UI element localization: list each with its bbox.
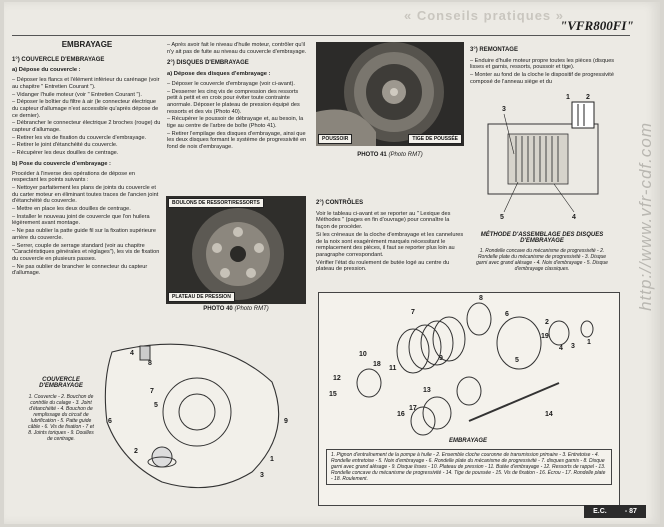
callout-1: 1 [587,339,591,346]
caption-label: PHOTO 41 [357,152,387,158]
heading-depose-disques: a) Dépose des disques d'embrayage : [167,71,271,78]
pressure-plate-photo-image [166,196,306,304]
paragraph: – Récupérer les deux douilles de centrage. [12,150,119,157]
paragraph: – Retirer les vis de fixation du couvercle d'embrayage. [12,134,147,141]
heading-disques: 2°) DISQUES D'EMBRAYAGE [167,60,249,67]
caption-photo-41 [316,152,464,158]
paragraph: – Enduire d'huile moteur propre toutes les pièces (disques lisses et garnis, ressorts, poussoir et tige). [470,57,615,71]
paragraph: Procéder à l'inverse des opérations de dépose en respectant les points suivants : [12,170,135,184]
paragraph: – Mettre en place les deux douilles de centrage. [12,206,131,213]
heading-controles: 2°) CONTRÔLES [316,200,364,206]
couvercle-title: COUVERCLE D'EMBRAYAGE [39,377,83,389]
paragraph: – Desserrer les cinq vis de compression des ressorts petit à petit et en croix pour éviter toute contrainte anormale. Déposer le plateau de pression équipé des ressorts et des vis (Photo 40). [167,88,300,115]
callout-8: 8 [148,360,152,367]
callout-3: 3 [571,343,575,350]
callout-12: 12 [333,375,341,382]
callout-4: 4 [559,345,563,352]
column-left [12,42,162,278]
callout-7: 7 [150,388,154,395]
header-rule [12,35,630,36]
callout-2: 2 [586,94,590,101]
paragraph: – Retirer le joint d'étanchéité du couvercle. [12,142,118,149]
label-plateau-pression: PLATEAU DE PRESSION [168,292,235,302]
callout-13: 13 [423,387,431,394]
footer-page-number: - 87 [624,508,637,515]
callout-5: 5 [154,402,158,409]
photo-41 [316,42,464,146]
paragraph: – Ne pas oublier la patte guide fil sur la fixation supérieure arrière du couvercle. [12,228,156,241]
paragraph: – Débrancher le connecteur électrique 2 broches (rouge) du capteur d'allumage. [12,120,161,134]
footer-section: E.C. [593,508,607,515]
page-footer [584,505,646,518]
watermark-url: http://www.vfr-cdf.com [636,122,655,311]
column-middle [167,42,307,152]
callout-14: 14 [545,411,553,418]
heading-couvercle: 1°) COUVERCLE D'EMBRAYAGE [12,56,105,63]
document-page [4,2,660,524]
methode-assemblage-diagram [474,94,610,232]
paragraph: – Après avoir fait le niveau d'huile moteur, contrôler qu'il n'y ait pas de fuite au niveau du couvercle d'embrayage. [167,42,307,55]
methode-title: MÉTHODE D'ASSEMBLAGE DES DISQUES D'EMBRAYAGE [480,232,604,244]
paragraph: Si les créneaux de la cloche d'embrayage et les cannelures de la noix sont exagérément marqués nécessitant le remplacement des pièces, il faut se reporter plus loin au paragraphe correspondant. [316,231,464,258]
callout-4: 4 [130,350,134,357]
callout-15: 15 [329,391,337,398]
methode-legend: 1. Rondelle concave du mécanisme de progressivité - 2. Rondelle plate du mécanisme de progressivité - 3. Disque garni avec grand alésage - 4. Noix d'embrayage - 5. Disque d'embrayage classiques. [476,248,608,272]
couvercle-legend: 1. Couvercle - 2. Bouchon de contrôle du calage - 3. Joint d'étanchéité - 4. Bouchon de remplissage du circuit de lubrification - 5. Patte guide câble - 6. Vis de fixation - 7 et 8. Joints toriques - 9. Douilles de centrage. [28,394,94,442]
clutch-stack-section-drawing [474,94,610,232]
callout-10: 10 [359,351,367,358]
callout-6: 6 [108,418,112,425]
callout-8: 8 [479,295,483,302]
label-poussoir: POUSSOIR [318,134,352,144]
label-boulons-ressorts: BOULONS DE RESSORT/RESSORTS [168,198,264,208]
paragraph: – Installer le nouveau joint de couvercle que l'on huilera légèrement avant montage. [12,213,150,227]
heading-pose-couvercle: b) Pose du couvercle d'embrayage : [12,160,111,167]
paragraph: – Ne pas oublier de brancher le connecteur du capteur d'allumage. [12,263,148,277]
paragraph: – Déposer le couvercle d'embrayage (voir ci-avant). [167,80,295,87]
callout-9: 9 [284,418,288,425]
paragraph: – Vidanger l'huile moteur (voir " Entretien Courant "). [12,91,142,98]
paragraph: – Déposer le boîtier du filtre à air (le connecteur électrique du capteur d'allumage n'est accessible qu'après dépose de ce dernier). [12,99,159,119]
callout-7: 7 [411,309,415,316]
callout-2: 2 [545,319,549,326]
photo-40 [166,196,306,304]
callout-9: 9 [439,355,443,362]
embrayage-legend: 1. Pignon d'entraînement de la pompe à huile - 2. Ensemble cloche couronne de transmission primaire - 3. Entretoise - 4. Rondelle entretoise - 5. Noix d'embrayage - 6. Rondelle plate du mécanisme de progressivité - 7. disques garnis - 8. Disque garni avec grand alésage - 9. Disque lisses - 10. Plateau de pression - 11. Butée d'embrayage - 12. Ressorts de rappel - 13. Rondelle concave du mécanisme de progressivité - 14. Tige de poussée - 15. Vis de fixation - 16. Écrou - 17. Rondelle plate - 18. Roulement. [326,449,612,485]
embrayage-title: EMBRAYAGE [448,438,488,444]
caption-credit: (Photo RMT) [388,152,423,158]
callout-3: 3 [260,472,264,479]
caption-label: PHOTO 40 [203,306,233,312]
paragraph: – Serrer, couple de serrage standard (voir au chapitre "Caractéristiques générales et réglages"), les vis de fixation du couvercle en plusieurs passes. [12,242,160,262]
clutch-basket-photo-image [316,42,464,146]
callout-11: 11 [389,365,397,372]
column-right-top [470,42,620,87]
heading-remontage: 3°) REMONTAGE [470,47,518,53]
callout-4: 4 [572,214,576,221]
callout-2: 2 [134,448,138,455]
caption-credit: (Photo RMT) [234,306,269,312]
paragraph: – Monter au fond de la cloche le dispositif de progressivité composé de l'anneau siège et du [470,72,614,85]
callout-18: 18 [373,361,381,368]
paragraph: Voir le tableau ci-avant et se reporter au " Lexique des Méthodes " (pages en fin d'ouvrage) pour connaître la façon de procéder. [316,210,451,231]
callout-1: 1 [566,94,570,101]
callout-5: 5 [515,357,519,364]
callout-5: 5 [500,214,504,221]
section-title-embrayage: EMBRAYAGE [61,40,113,49]
paragraph: Vérifier l'état du roulement de butée logé au centre du plateau de pression. [316,259,450,273]
callout-3: 3 [502,106,506,113]
controles-section [316,195,464,274]
callout-16: 16 [397,411,405,418]
paragraph: – Récupérer le poussoir de débrayage et, au besoin, la tige au centre de l'arbre de boîte (Photo 41). [167,116,304,130]
paragraph: – Retirer l'empilage des disques d'embrayage, ainsi que les deux disques formant le système de progressivité en fond de noix d'embrayage. [167,130,307,151]
paragraph: – Nettoyer parfaitement les plans de joints du couvercle et du carter moteur en éliminant toutes traces de l'ancien joint d'étanchéité du couvercle. [12,184,159,205]
callout-1: 1 [270,456,274,463]
heading-depose-couvercle: a) Dépose du couvercle : [12,67,81,74]
paragraph: – Déposer les flancs et l'élément inférieur du carénage (voir au chapitre " Entretien Courant "). [12,77,160,90]
model-title: "VFR800FI" [560,18,634,33]
caption-photo-40 [166,306,306,312]
running-header-faded: « Conseils pratiques » [404,8,564,23]
callout-19: 19 [541,333,549,340]
callout-17: 17 [409,405,417,412]
label-tige-poussee: TIGE DE POUSSÉE [408,134,462,144]
callout-6: 6 [505,311,509,318]
